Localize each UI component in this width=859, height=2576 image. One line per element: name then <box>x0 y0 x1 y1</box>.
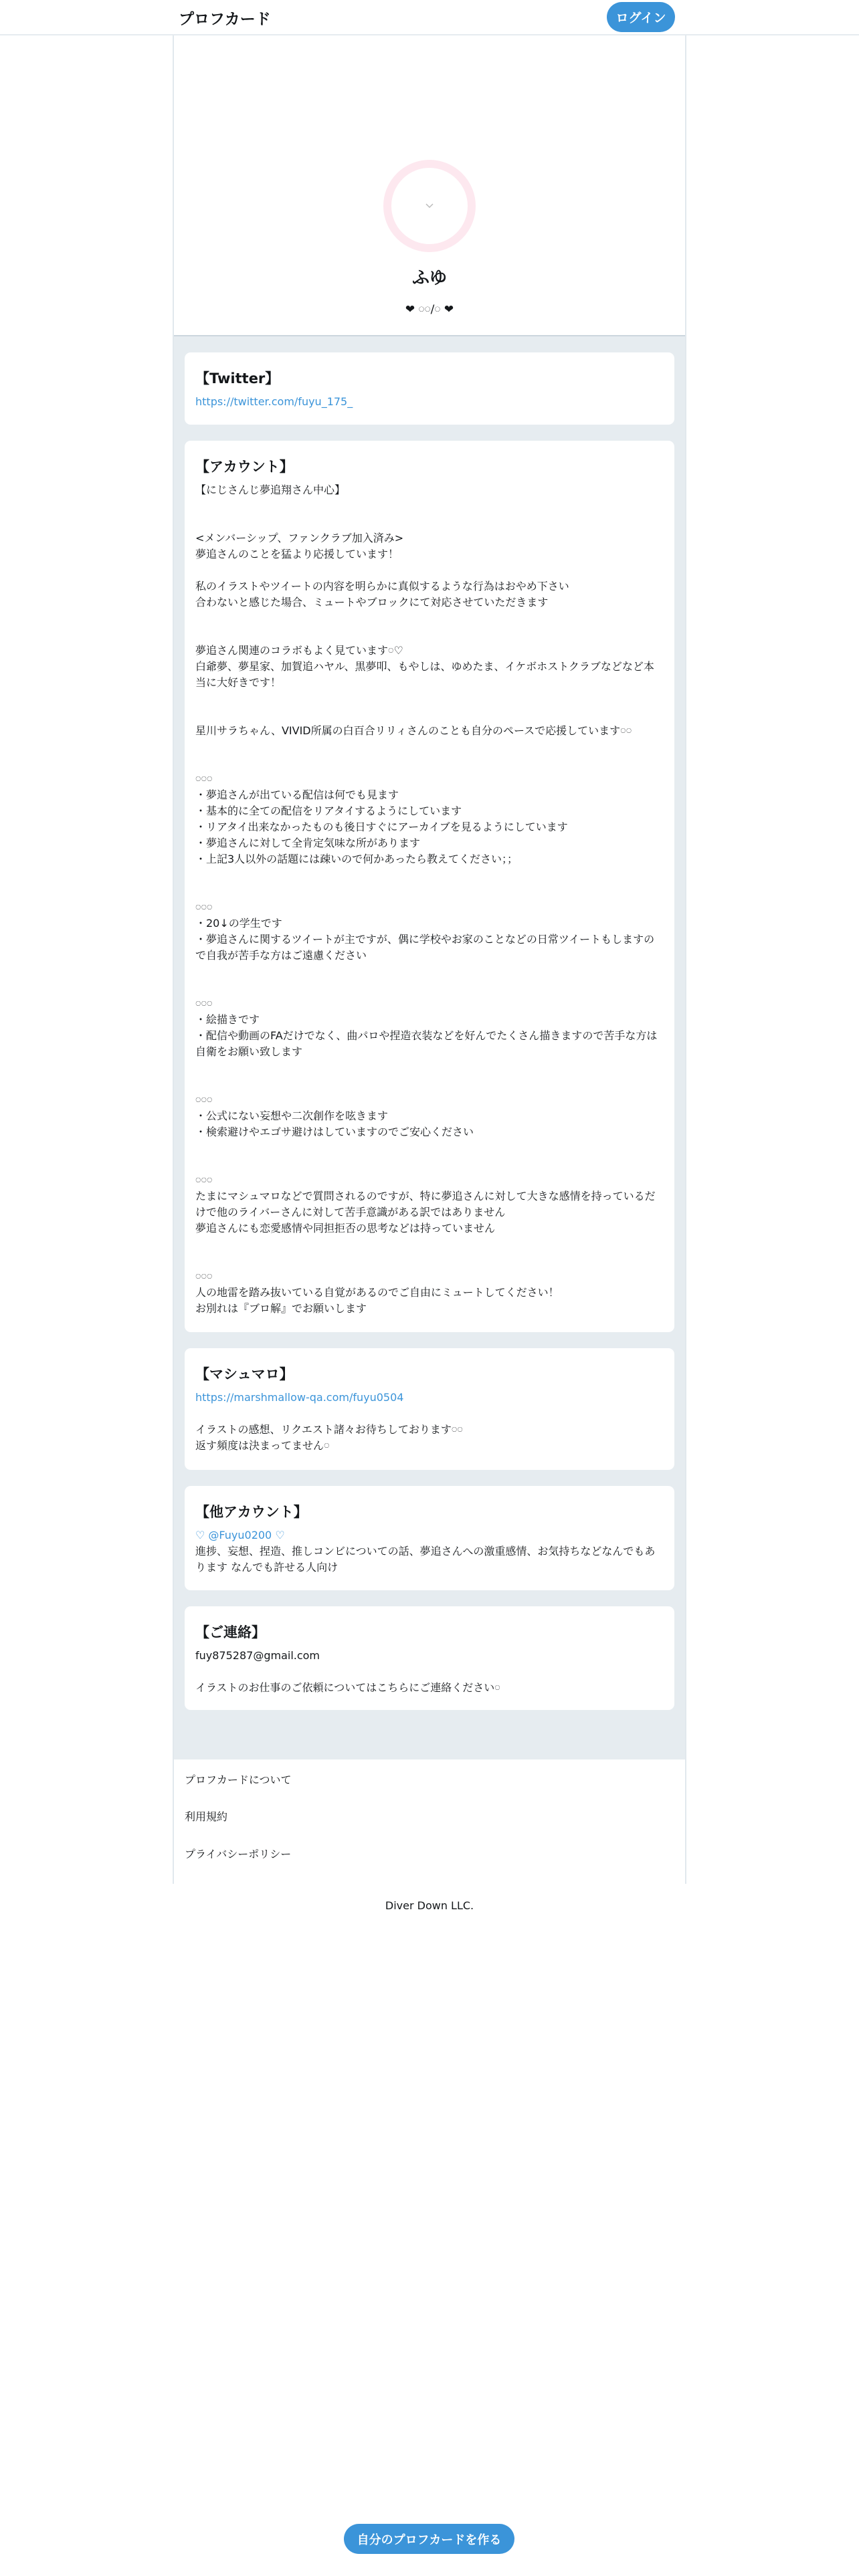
profile-name: ふゆ <box>411 268 447 288</box>
avatar <box>383 160 476 252</box>
card-title: 【他アカウント】 <box>195 1504 308 1520</box>
profile-header <box>174 35 685 336</box>
footer-about-link[interactable]: プロフカードについて <box>185 1774 292 1786</box>
card-title: 【アカウント】 <box>195 459 294 475</box>
create-profile-button[interactable]: 自分のプロフカードを作る <box>344 2524 514 2554</box>
other-account-description: 進捗、妄想、捏造、推しコンビについての話、夢追さんへの激重感情、お気持ちなどなんでもあります なんでも許せる人向け <box>195 1545 656 1574</box>
other-account-link[interactable]: ♡ @Fuyu0200 ♡ <box>195 1529 285 1541</box>
footer-privacy-link[interactable]: プライバシーポリシー <box>185 1848 292 1860</box>
chevron-down-icon <box>425 203 434 209</box>
marshmallow-description: イラストの感想、リクエスト諸々お待ちしております𓏸𓏸 返す頻度は決まってません𓏸 <box>195 1423 463 1452</box>
top-header <box>0 0 859 35</box>
footer-terms-link[interactable]: 利用規約 <box>185 1810 228 1823</box>
cards-area <box>174 336 685 1759</box>
marshmallow-card <box>185 1348 674 1470</box>
footer-company: Diver Down LLC. <box>385 1899 474 1912</box>
marshmallow-link[interactable]: https://marshmallow-qa.com/fuyu0504 <box>195 1391 404 1404</box>
card-title: 【ご連絡】 <box>195 1624 266 1640</box>
card-title: 【マシュマロ】 <box>195 1366 294 1382</box>
contact-email[interactable]: fuy875287@gmail.com <box>195 1649 320 1662</box>
contact-description: イラストのお仕事のご依頼についてはこちらにご連絡ください𓏸 <box>195 1681 500 1694</box>
other-accounts-card <box>185 1486 674 1590</box>
account-card <box>185 441 674 1332</box>
card-title: 【Twitter】 <box>195 370 280 387</box>
account-description: 【にじさんじ夢追翔さん中心】 <メンバーシップ、ファンクラブ加入済み> 夢追さんのことを猛より応援しています！ 私のイラストやツイートの内容を明らかに真似するような行為はおやめ下さい 合わないと感じた場合、ミュートやブロックにて対応させていただきます 夢追さん関連のコラボもよく見ています𓏸♡ 白爺夢、夢星家、加賀追ハヤル、黒夢叩、もやしは、ゆめたま、イケボホストクラブなどなど本当に大好きです！ 星川サラちゃん、VIVID所属の白百合リリィさんのことも自分のペースで応援しています𓏸𓏸 𓏸𓏸𓏸 ・夢追さんが出ている配信は何でも見ます ・基本的に全ての配信をリアタイするようにしています ・リアタイ出来なかったものも後日すぐにアーカイブを見るようにしています ・夢追さんに対して全肯定気味な所があります ・上記3人以外の話題には疎いので何かあったら教えてください；； 𓏸𓏸𓏸 ・20↓の学生です ・夢追さんに関するツイートが主ですが、偶に学校やお家のことなどの日常ツイートもしますので自我が苦手な方はご遠慮ください 𓏸𓏸𓏸 ・絵描きです ・配信や動画のFAだけでなく、曲パロや捏造衣装などを好んでたくさん描きますので苦手な方は自衛をお願い致します 𓏸𓏸𓏸 ・公式にない妄想や二次創作を呟きます ・検索避けやエゴサ避けはしていますのでご安心ください 𓏸𓏸𓏸 たまにマシュマロなどで質問されるのですが、特に夢追さんに対して大きな感情を持っているだけで他のライバーさんに対して苦手意識がある訳ではありません 夢追さんにも恋愛感情や同担拒否の思考などは持っていません 𓏸𓏸𓏸 人の地雷を踏み抜いている自覚があるのでご自由にミュートしてください！ お別れは『ブロ解』でお願いします <box>195 484 658 1315</box>
contact-card <box>185 1606 674 1710</box>
profile-subtitle: ❤ 𓏸𓏸/𓏸 ❤ <box>405 303 454 316</box>
twitter-link[interactable]: https://twitter.com/fuyu_175_ <box>195 395 353 408</box>
site-title[interactable]: プロフカード <box>179 11 271 28</box>
profile-column <box>173 35 686 1912</box>
twitter-card <box>185 352 674 425</box>
login-button[interactable]: ログイン <box>607 2 675 32</box>
